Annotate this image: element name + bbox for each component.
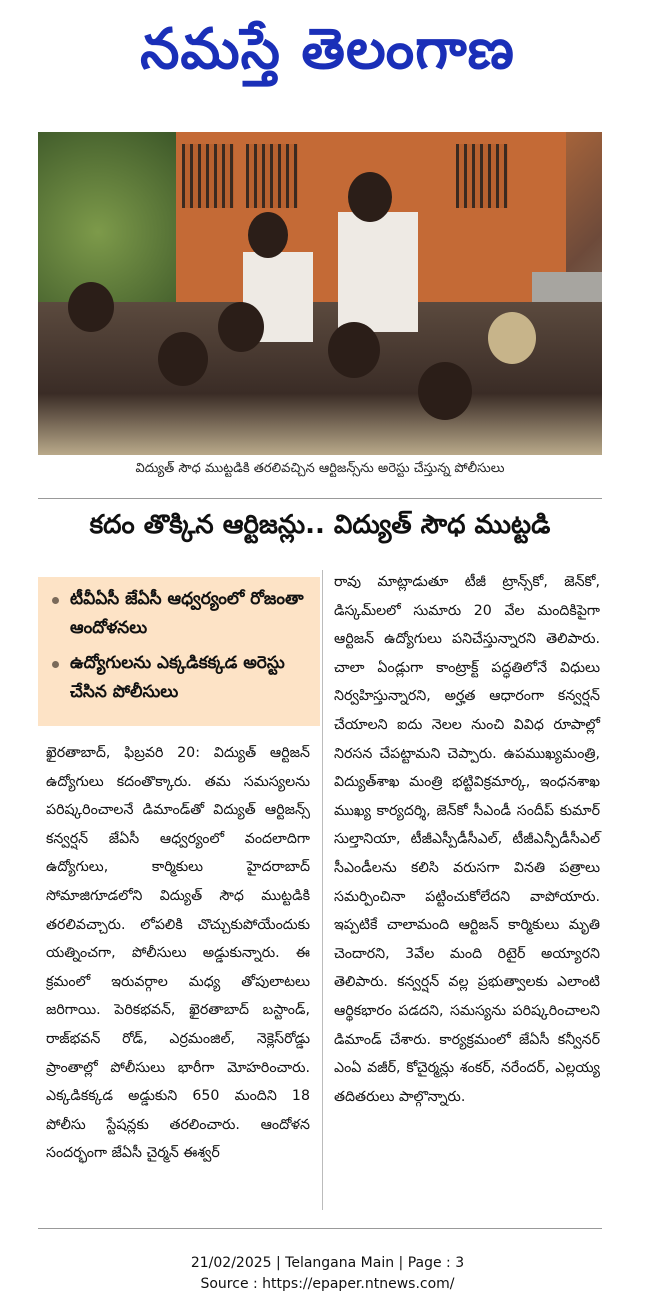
- photo-caption: విద్యుత్ సౌధ ముట్టడికి తరలివచ్చిన ఆర్టిజన్స్‌ను అరెస్టు చేస్తున్న పోలీసులు: [135, 461, 505, 476]
- column-divider: [322, 570, 323, 1210]
- article-text: రావు మాట్లాడుతూ టీజీ ట్రాన్స్‌కో, జెన్‌కో, డిస్కమ్‌లలో సుమారు 20 వేల మందికిపైగా ఆర్టిజన్ ఉద్యోగులు పనిచేస్తున్నారని తెలిపారు. చాలా ఏండ్లుగా కాంట్రాక్ట్ పద్ధతిలోనే విధులు నిర్వహిస్తున్నారని, అర్హత ఆధారంగా కన్వర్షన్ చేయాలని ఐదు నెలల నుంచి వివిధ రూపాల్లో నిరసన చేపట్టామని చెప్పారు. ఉపముఖ్యమంత్రి, విద్యుత్‌శాఖ మంత్రి భట్టివిక్రమార్క, ఇంధనశాఖ ముఖ్య కార్యదర్శి, జెన్‌కో సీఎండీ సందీప్ కుమార్ సుల్తానియా, టీజీఎస్పీడీసీఎల్, టీజీఎన్పీడీసీఎల్ సీఎండీలను కలిసి వరుసగా వినతి పత్రాలు సమర్పించినా పట్టించుకోలేదని వాపోయారు. ఇప్పటికే చాలామంది ఆర్టిజన్ కార్మికులు మృతి చెందారని, 3వేల మంది రిటైర్ అయ్యారని తెలిపారు. కన్వర్షన్ వల్ల ప్రభుత్వాలకు ఎలాంటి ఆర్థికభారం పడదని, సమస్యను పరిష్కరించాలని డిమాండ్ చేశారు. కార్యక్రమంలో జేఏసీ కన్వీనర్ ఎంఏ వజీర్, కోచైర్మన్లు శంకర్, నరేందర్, ఎల్లయ్య తదితరులు పాల్గొన్నారు.: [334, 574, 600, 1105]
- headline: కదం తొక్కిన ఆర్టిజన్లు.. విద్యుత్ సౌధ ముట్టడి: [89, 510, 551, 540]
- footer-source: Source : https://epaper.ntnews.com/: [200, 1276, 455, 1292]
- divider: [38, 498, 602, 499]
- article-column-right: [334, 568, 600, 1111]
- highlight-item: ఉద్యోగులను ఎక్కడికక్కడ అరెస్టు చేసిన పోలీసులు: [48, 649, 312, 707]
- article-text: ఖైరతాబాద్, ఫిబ్రవరి 20: విద్యుత్ ఆర్టిజన్ ఉద్యోగులు కదంతొక్కారు. తమ సమస్యలను పరిష్కరించాలనే డిమాండ్‌తో విద్యుత్ ఆర్టిజన్స్ కన్వర్షన్ జేఏసీ ఆధ్వర్యంలో వందలాదిగా ఉద్యోగులు, కార్మికులు హైదరాబాద్ సోమాజిగూడలోని విద్యుత్ సౌధ ముట్టడికి తరలివచ్చారు. లోపలికి చొచ్చుకుపోయేందుకు యత్నించగా, పోలీసులు అడ్డుకున్నారు. ఈ క్రమంలో ఇరువర్గాల మధ్య తోపులాటలు జరిగాయి. పెరికభవన్, ఖైరతాబాద్ బస్టాండ్, రాజ్‌భవన్ రోడ్, ఎర్రమంజిల్, నెక్లెస్‌రోడ్డు ప్రాంతాల్లో పోలీసులు భారీగా మోహరించారు. ఎక్కడికక్కడ అడ్డుకుని 650 మందిని 18 పోలీసు స్టేషన్లకు తరలించారు. ఆందోళన సందర్భంగా జేఏసీ చైర్మన్ ఈశ్వర్: [46, 745, 310, 1162]
- newspaper-title: నమస్తే తెలంగాణ: [140, 16, 515, 82]
- masthead: [0, 0, 655, 112]
- highlights-box: [38, 577, 320, 726]
- news-photo: [38, 132, 602, 455]
- highlight-item: టీవీఏసీ జేఏసీ ఆధ్వర్యంలో రోజంతా ఆందోళనలు: [48, 585, 312, 643]
- footer-edition-info: 21/02/2025 | Telangana Main | Page : 3: [190, 1255, 465, 1271]
- divider: [38, 1228, 602, 1229]
- article-column-left: [46, 739, 310, 1168]
